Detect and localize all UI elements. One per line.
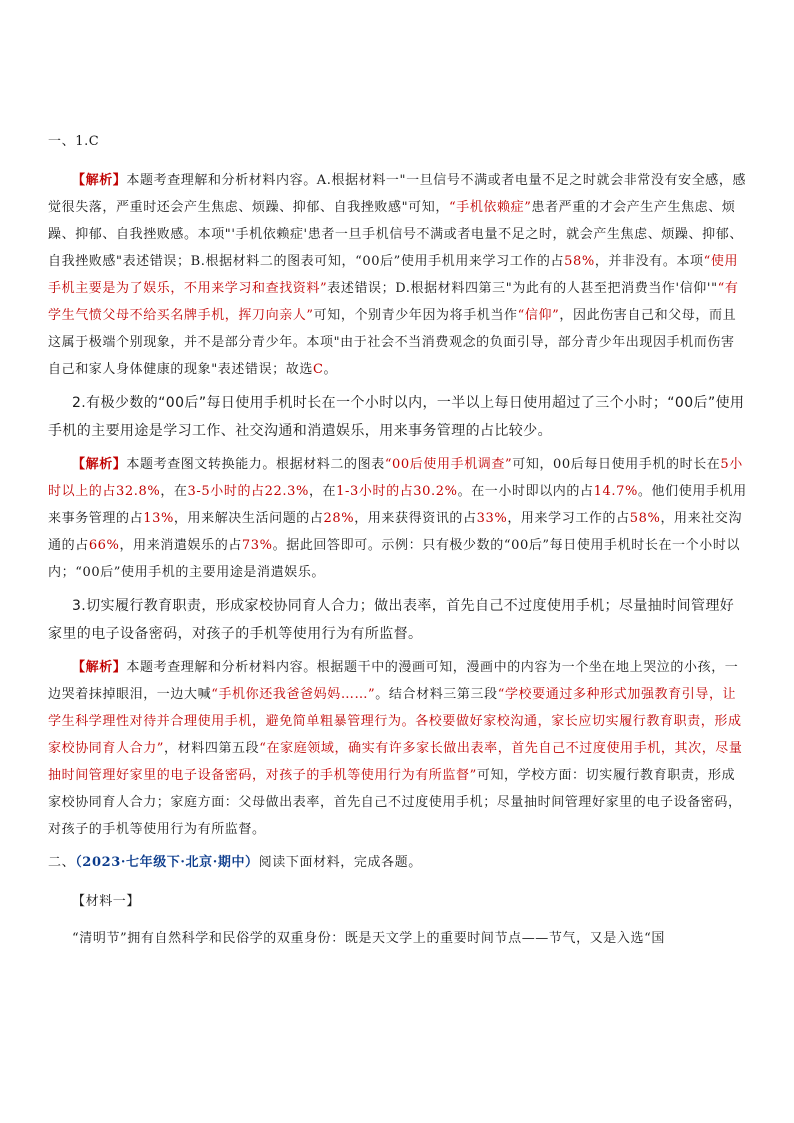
material-1-text: “清明节”拥有自然科学和民俗学的双重身份：既是天文学上的重要时间节点——节气，又是入选“国 <box>72 931 665 946</box>
section-2-heading: 二、（2023·七年级下·北京·期中）阅读下面材料，完成各题。 <box>48 855 422 870</box>
question-2-answer: 2.有极少数的“00后”每日使用手机时长在一个小时以内，一半以上每日使用超过了三个小时；“00后”使用手机的主要用途是学习工作、社交沟通和消遣娱乐，用来事务管理的占比较少。 <box>48 395 745 439</box>
analysis-tag: 【解析】 <box>72 173 127 188</box>
analysis-tag: 【解析】 <box>72 660 127 675</box>
question-2-analysis: 【解析】本题考查图文转换能力。根据材料二的图表“00后使用手机调查”可知，00后每日使用手机的时长在5小时以上的占32.8%，在3-5小时的占22.3%，在1-3小时的占30.2%。在一小时即以内的占14.7%。他们使用手机用来事务管理的占13%，用来解决生活问题的占28%，用来获得资讯的占33%，用来学习工作的占58%，用来社交沟通的占66%，用来消遣娱乐的占73%。据此回答即可。示例：只有极少数的“00后”每日使用手机时长在一个小时以内；“00后”使用手机的主要用途是消遣娱乐。 <box>48 457 747 580</box>
analysis-tag: 【解析】 <box>72 457 127 472</box>
question-3-answer: 3.切实履行教育职责，形成家校协同育人合力；做出表率，首先自己不过度使用手机；尽量抽时间管理好家里的电子设备密码，对孩子的手机等使用行为有所监督。 <box>48 598 735 642</box>
source-tag: （2023·七年级下·北京·期中） <box>75 855 259 870</box>
question-1-analysis: 【解析】本题考查理解和分析材料内容。A.根据材料一"一旦信号不满或者电量不足之时就会非常没有安全感，感觉很失落，严重时还会产生焦虑、烦躁、抑郁、自我挫败感"可知，“手机依赖症”患者严重的才会产生产生焦虑、烦躁、抑郁、自我挫败感。本项"'手机依赖症'患者一旦手机信号不满或者电量不足之时，就会产生焦虑、烦躁、抑郁、自我挫败感"表述错误；B.根据材料二的图表可知，“00后”使用手机用来学习工作的占58%，并非没有。本项“使用手机主要是为了娱乐，不用来学习和查找资料”表述错误；D.根据材料四第三"为此有的人甚至把消费当作'信仰'"“有学生气愤父母不给买名牌手机，挥刀向亲人”可知，个别青少年因为将手机当作“信仰”，因此伤害自己和父母，而且这属于极端个别现象，并不是部分青少年。本项"由于社会不当消费观念的负面引导，部分青少年出现因手机而伤害自己和家人身体健康的现象"表述错误；故选C。 <box>48 173 747 377</box>
document-page <box>48 128 748 952</box>
question-1-answer: 一、1.C <box>48 134 100 149</box>
material-1-label: 【材料一】 <box>72 894 141 909</box>
question-3-analysis: 【解析】本题考查理解和分析材料内容。根据题干中的漫画可知，漫画中的内容为一个坐在地上哭泣的小孩，一边哭着抹掉眼泪，一边大喊“手机你还我爸爸妈妈……”。结合材料三第三段“学校要通过多种形式加强教育引导，让学生科学理性对待并合理使用手机，避免简单粗暴管理行为。各校要做好家校沟通，家长应切实履行教育职责，形成家校协同育人合力”，材料四第五段“在家庭领域，确实有许多家长做出表率，首先自己不过度使用手机，其次，尽量抽时间管理好家里的电子设备密码，对孩子的手机等使用行为有所监督”可知，学校方面：切实履行教育职责，形成家校协同育人合力；家庭方面：父母做出表率，首先自己不过度使用手机；尽量抽时间管理好家里的电子设备密码，对孩子的手机等使用行为有所监督。 <box>48 660 743 837</box>
